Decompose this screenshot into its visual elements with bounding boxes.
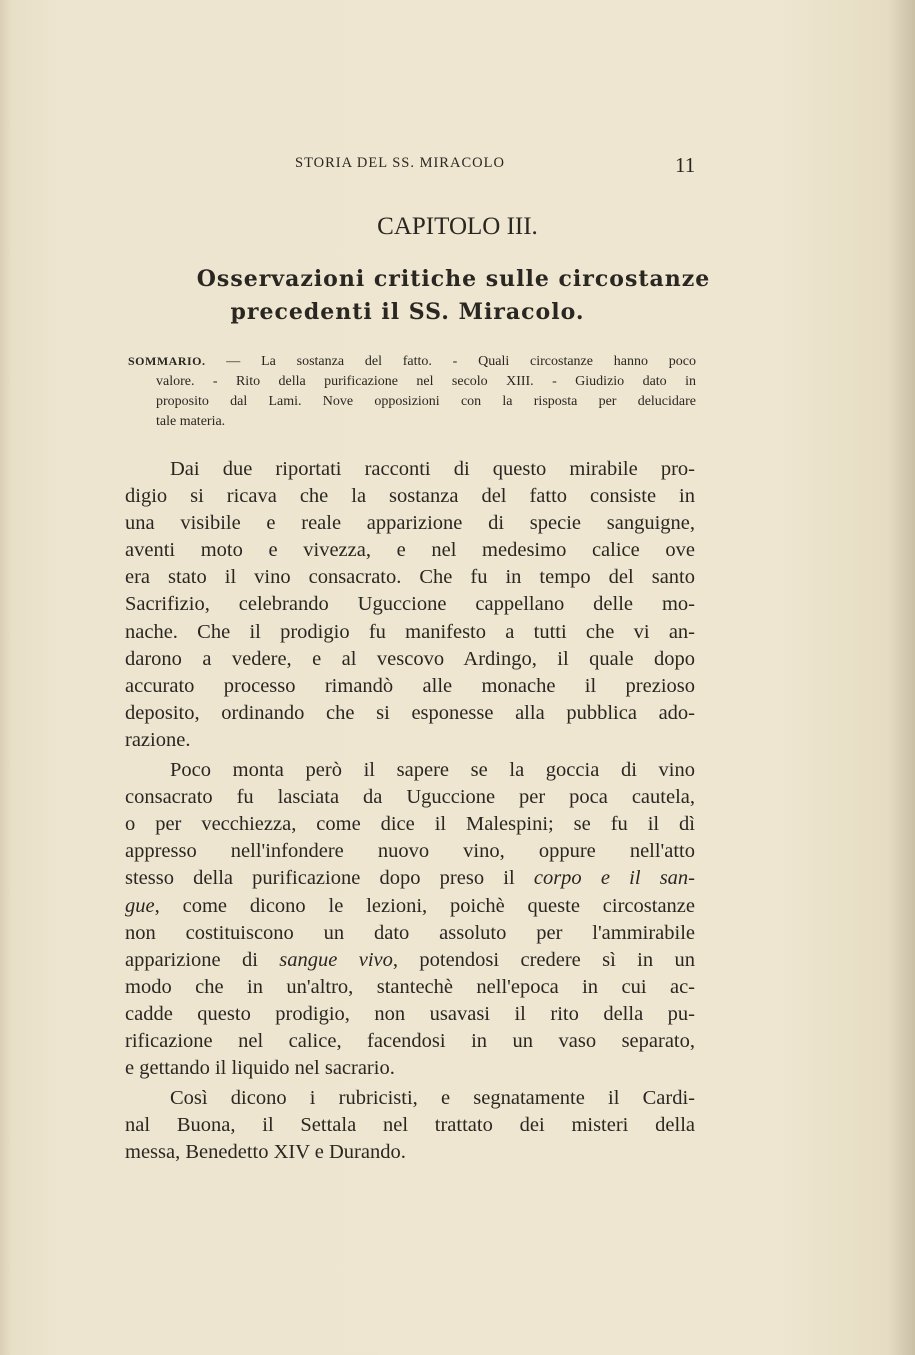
- italic-text: corpo e il san-: [533, 867, 696, 890]
- text-segment: consacrato fu lasciata da Uguccione per poca cautela,: [125, 786, 695, 809]
- text-segment: messa, Benedetto XIV e Durando.: [125, 1141, 406, 1164]
- italic-text: gue: [125, 894, 155, 917]
- text-segment: nache. Che il prodigio fu manifesto a tutti che vi an-: [125, 620, 695, 643]
- text-line: [125, 510, 695, 537]
- text-segment: era stato il vino consacrato. Che fu in tempo del santo: [125, 566, 695, 589]
- text-line: [125, 537, 695, 564]
- text-line: [125, 974, 695, 1001]
- text-segment: e gettando il liquido nel sacrario.: [125, 1057, 395, 1080]
- text-segment: nal Buona, il Settala nel trattato dei misteri della: [125, 1114, 695, 1137]
- summary-text: — La sostanza del fatto. - Quali circostanze hanno poco: [205, 354, 696, 369]
- running-head: STORIA DEL SS. MIRACOLO: [295, 155, 505, 171]
- text-line: [125, 1112, 695, 1139]
- text-segment: darono a vedere, e al vescovo Ardingo, il quale dopo: [125, 647, 695, 670]
- paragraph: [125, 1085, 695, 1166]
- text-line: [125, 1085, 695, 1112]
- text-line: [125, 893, 695, 920]
- summary-label: SOMMARIO.: [128, 354, 206, 368]
- text-line: [125, 564, 695, 591]
- text-line: [125, 673, 695, 700]
- text-line: [125, 865, 695, 892]
- text-segment: stesso della purificazione dopo preso il: [125, 867, 534, 890]
- text-line: [125, 727, 695, 754]
- summary-line: proposito dal Lami. Nove opposizioni con la risposta per delucidare: [156, 394, 696, 409]
- text-segment: , potendosi credere sì in un: [392, 948, 695, 971]
- text-line: [125, 920, 695, 947]
- text-segment: deposito, ordinando che si esponesse alla pubblica ado-: [125, 701, 695, 724]
- chapter-title-line-1: Osservazioni critiche sulle circostanze: [196, 266, 711, 292]
- text-segment: razione.: [125, 728, 191, 751]
- text-line: [125, 947, 695, 974]
- text-line: [125, 1139, 695, 1166]
- text-line: [125, 619, 695, 646]
- text-segment: non costituiscono un dato assoluto per l'ammirabile: [125, 921, 695, 944]
- text-line: [125, 483, 695, 510]
- summary-line: tale materia.: [156, 414, 226, 429]
- text-segment: appresso nell'infondere nuovo vino, oppure nell'atto: [125, 840, 695, 863]
- text-line: [125, 1028, 695, 1055]
- text-segment: o per vecchiezza, come dice il Malespini; se fu il dì: [125, 813, 695, 836]
- text-line: [125, 811, 695, 838]
- text-segment: digio si ricava che la sostanza del fatto consiste in: [125, 485, 695, 508]
- text-segment: modo che in un'altro, stantechè nell'epoca in cui ac-: [125, 975, 695, 998]
- page-number: 11: [675, 153, 696, 177]
- text-line: [125, 784, 695, 811]
- text-segment: , come dicono le lezioni, poichè queste circostanze: [154, 894, 695, 917]
- italic-text: sangue vivo: [279, 948, 393, 971]
- text-line: [125, 1001, 695, 1028]
- text-line: [125, 1055, 695, 1082]
- text-segment: apparizione di: [125, 948, 280, 971]
- text-segment: aventi moto e vivezza, e nel medesimo calice ove: [125, 539, 695, 562]
- text-segment: accurato processo rimandò alle monache il prezioso: [125, 674, 695, 697]
- text-segment: Così dicono i rubricisti, e segnatamente il Cardi-: [170, 1087, 695, 1110]
- paragraph: [125, 757, 695, 1082]
- text-line: [125, 838, 695, 865]
- paragraph: [125, 456, 695, 754]
- chapter-title-line-2: precedenti il SS. Miracolo.: [230, 299, 585, 325]
- text-line: [125, 700, 695, 727]
- summary-block: [128, 351, 696, 432]
- text-line: [125, 591, 695, 618]
- chapter-heading: CAPITOLO III.: [377, 213, 538, 240]
- text-segment: una visibile e reale apparizione di specie sanguigne,: [125, 512, 695, 535]
- text-segment: Poco monta però il sapere se la goccia di vino: [170, 759, 695, 782]
- text-line: [125, 456, 695, 483]
- text-line: [125, 646, 695, 673]
- text-line: [125, 757, 695, 784]
- summary-line: valore. - Rito della purificazione nel secolo XIII. - Giudizio dato in: [156, 374, 696, 389]
- body-text: [125, 456, 695, 1166]
- text-segment: rificazione nel calice, facendosi in un vaso separato,: [125, 1029, 695, 1052]
- text-segment: Dai due riportati racconti di questo mirabile pro-: [170, 458, 695, 480]
- summary-line: [128, 351, 696, 372]
- text-segment: Sacrifizio, celebrando Uguccione cappellano delle mo-: [125, 593, 695, 616]
- text-segment: cadde questo prodigio, non usavasi il rito della pu-: [125, 1002, 695, 1025]
